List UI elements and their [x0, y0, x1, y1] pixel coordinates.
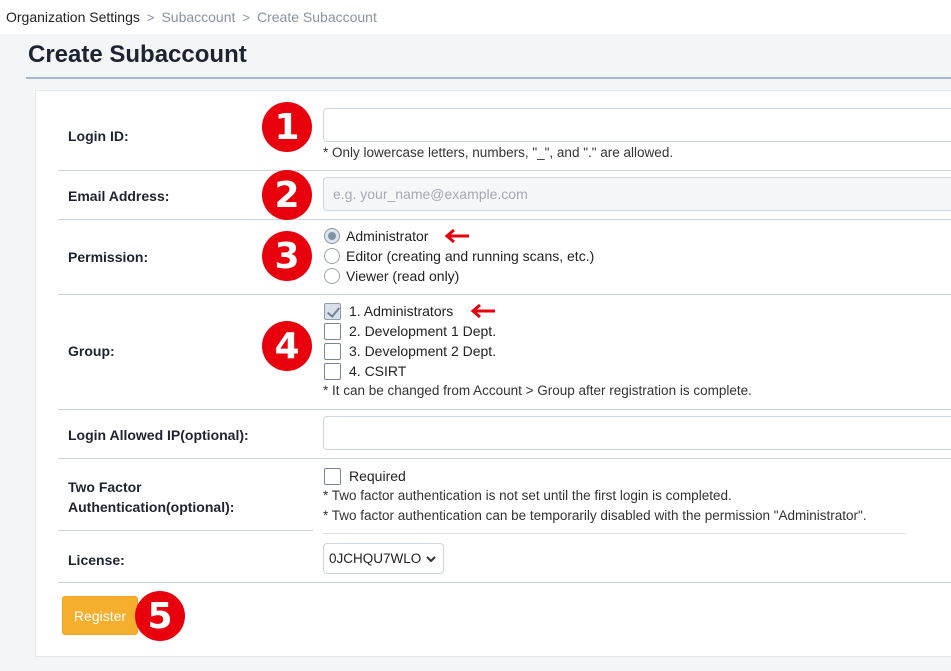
permission-label: Permission: [68, 249, 149, 265]
breadcrumb-item-subaccount[interactable]: Subaccount [161, 9, 236, 25]
permission-option-administrator[interactable] [324, 226, 428, 246]
group-option-csirt[interactable] [324, 361, 406, 381]
checkbox[interactable] [324, 363, 341, 380]
breadcrumb [0, 0, 951, 34]
breadcrumb-separator: > [242, 9, 250, 25]
checkbox[interactable] [324, 303, 341, 320]
red-arrow-icon [470, 303, 496, 319]
two-factor-required-label: Required [349, 468, 406, 484]
group-hint: * It can be changed from Account > Group after registration is complete. [323, 383, 752, 398]
radio-button[interactable] [324, 228, 340, 244]
group-option-label: 2. Development 1 Dept. [349, 323, 497, 339]
two-factor-required-option[interactable] [324, 466, 406, 486]
login-id-input[interactable] [323, 108, 951, 142]
group-option-development-1[interactable] [324, 321, 496, 341]
breadcrumb-separator: > [146, 9, 155, 25]
license-label: License: [68, 552, 125, 568]
group-option-label: 3. Development 2 Dept. [349, 343, 497, 359]
checkbox[interactable] [324, 343, 341, 360]
login-allowed-ip-label: Login Allowed IP(optional): [68, 427, 249, 443]
two-factor-label-line2: Authentication(optional): [68, 499, 235, 515]
step-badge-3: 3 [262, 231, 312, 281]
chevron-down-icon [425, 553, 437, 565]
step-badge-4: 4 [262, 321, 312, 371]
permission-option-label: Viewer (read only) [346, 268, 460, 284]
email-label: Email Address: [68, 188, 170, 204]
title-divider [26, 77, 951, 79]
group-option-label: 4. CSIRT [349, 363, 407, 379]
radio-button[interactable] [324, 248, 340, 264]
group-option-label: 1. Administrators [349, 303, 454, 319]
permission-option-label: Administrator [346, 228, 429, 244]
red-arrow-icon [444, 228, 470, 244]
permission-option-label: Editor (creating and running scans, etc.) [346, 248, 595, 264]
register-button[interactable]: Register [62, 596, 138, 635]
page-title: Create Subaccount [28, 41, 247, 68]
license-select[interactable] [323, 543, 444, 574]
step-badge-5: 5 [135, 591, 185, 641]
radio-button[interactable] [324, 268, 340, 284]
two-factor-label-line1: Two Factor [68, 479, 142, 495]
checkbox[interactable] [324, 323, 341, 340]
login-id-hint: * Only lowercase letters, numbers, "_", and "." are allowed. [323, 145, 674, 160]
login-id-label: Login ID: [68, 128, 129, 144]
breadcrumb-item-create-subaccount: Create Subaccount [257, 9, 377, 25]
license-selected-value: 0JCHQU7WLO [329, 551, 422, 566]
two-factor-hint-2: * Two factor authentication can be temporarily disabled with the permission "Administrator". [323, 508, 867, 523]
two-factor-hint-1: * Two factor authentication is not set until the first login is completed. [323, 488, 732, 503]
breadcrumb-item-organization-settings[interactable]: Organization Settings [6, 9, 140, 25]
permission-option-viewer[interactable] [324, 266, 459, 286]
group-option-development-2[interactable] [324, 341, 496, 361]
step-badge-2: 2 [262, 170, 312, 220]
login-allowed-ip-input[interactable] [323, 416, 951, 450]
email-input[interactable] [323, 177, 951, 211]
group-option-administrators[interactable] [324, 301, 453, 321]
group-label: Group: [68, 343, 115, 359]
license-row [58, 531, 951, 583]
checkbox[interactable] [324, 468, 341, 485]
permission-option-editor[interactable] [324, 246, 594, 266]
step-badge-1: 1 [262, 102, 312, 152]
